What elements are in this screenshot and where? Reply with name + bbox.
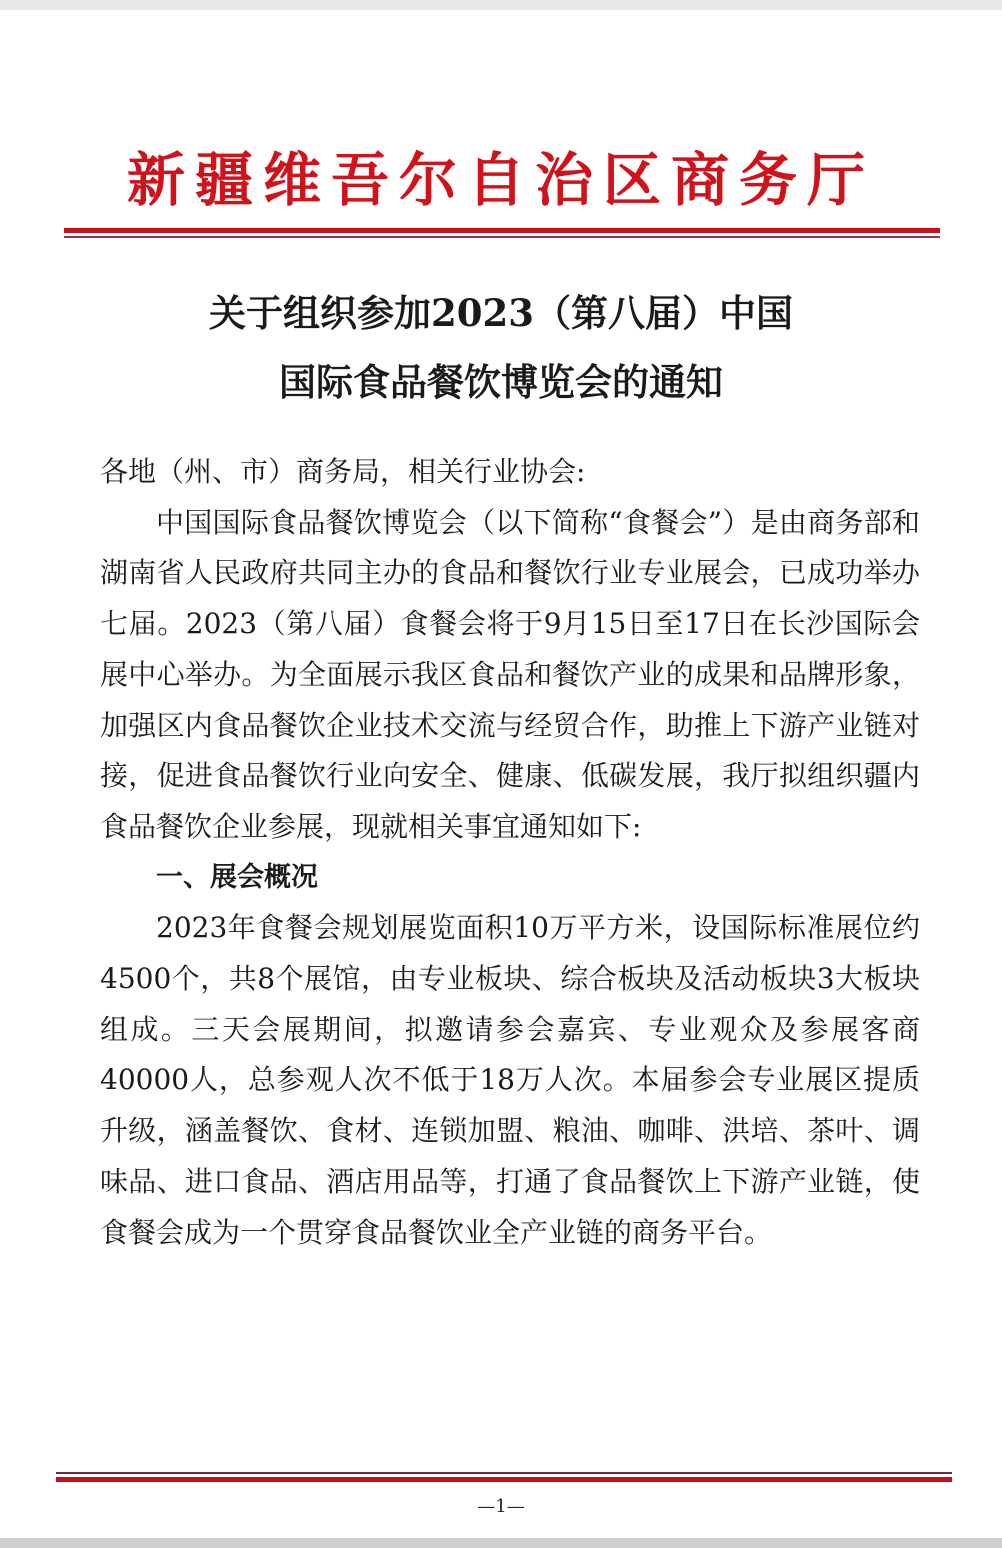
section-1-paragraph: 2023年食餐会规划展览面积10万平方米，设国际标准展位约4500个，共8个展馆，由专业板块、综合板块及活动板块3大板块组成。三天会展期间，拟邀请参会嘉宾、专业观众及参展客商40000人，总参观人次不低于18万人次。本届参会专业展区提质升级，涵盖餐饮、食材、连锁加盟、粮油、咖啡、洪培、茶叶、调味品、进口食品、酒店用品等，打通了食品餐饮上下游产业链，使食餐会成为一个贯穿食品餐饮业全产业链的商务平台。 (100, 911, 920, 1249)
page-number: —1— (477, 1496, 525, 1517)
viewer-top-edge (0, 0, 1002, 10)
salutation: 各地（州、市）商务局，相关行业协会: (100, 455, 586, 488)
header-red-rule (64, 228, 940, 233)
viewer-bottom-edge (0, 1538, 1002, 1548)
footer-red-rule (56, 1477, 952, 1482)
intro-paragraph: 中国国际食品餐饮博览会（以下简称“食餐会”）是由商务部和湖南省人民政府共同主办的食品和餐饮行业专业展会，已成功举办七届。2023（第八届）食餐会将于9月15日至17日在长沙国际会展中心举办。为全面展示我区食品和餐饮产业的成果和品牌形象，加强区内食品餐饮企业技术交流与经贸合作，助推上下游产业链对接，促进食品餐饮行业向安全、健康、低碳发展，我厅拟组织疆内食品餐饮企业参展，现就相关事宜通知如下: (100, 505, 920, 843)
header-thin-rule (64, 236, 940, 238)
document-title-line-2: 国际食品餐饮博览会的通知 (279, 360, 723, 404)
document-title-line-1: 关于组织参加2023（第八届）中国 (209, 291, 793, 335)
document-body (100, 447, 920, 1258)
footer-thin-rule (56, 1472, 952, 1474)
issuing-authority-header: 新疆维吾尔自治区商务厅 (126, 146, 875, 214)
section-heading-1: 一、展会概况 (156, 861, 318, 893)
